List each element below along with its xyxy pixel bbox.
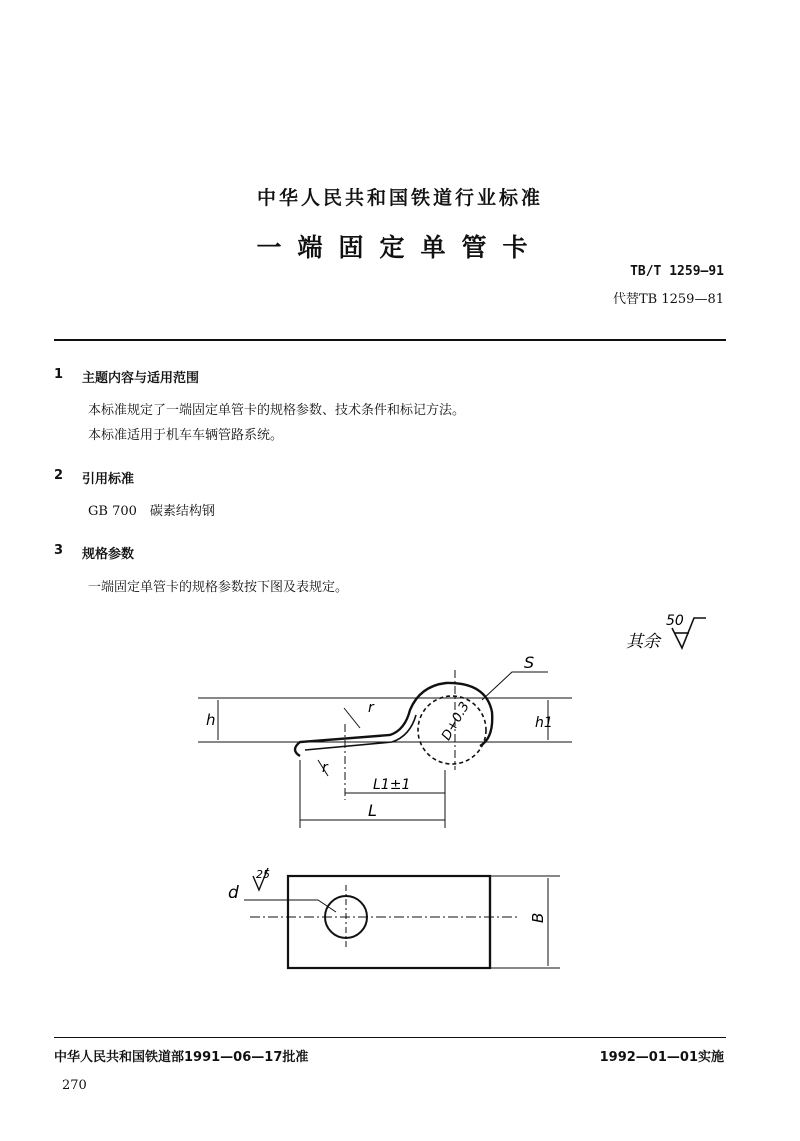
section-3-number: 3 xyxy=(54,543,64,558)
label-h1: h1 xyxy=(535,715,553,731)
clamp-drawing xyxy=(0,600,800,990)
document-title: 一端固定单管卡 xyxy=(256,233,544,262)
label-d: d xyxy=(228,883,239,903)
label-h: h xyxy=(206,711,216,729)
label-r-bottom: r xyxy=(322,760,328,776)
footer-rule xyxy=(54,1037,726,1038)
label-d-roughness: 25 xyxy=(256,868,270,881)
page-number: 270 xyxy=(62,1078,87,1093)
label-b: B xyxy=(529,912,547,923)
section-2-reference: GB 700 碳素结构钢 xyxy=(88,504,215,519)
approval-line: 中华人民共和国铁道部1991—06—17批准 xyxy=(54,1050,309,1065)
section-1-paragraph-2: 本标准适用于机车车辆管路系统。 xyxy=(88,428,284,443)
section-1-number: 1 xyxy=(54,367,64,382)
section-2-title: 引用标准 xyxy=(82,472,135,487)
section-3-paragraph: 一端固定单管卡的规格参数按下图及表规定。 xyxy=(88,580,349,595)
section-3-title: 规格参数 xyxy=(82,547,135,562)
standard-code: TB/T 1259—91 xyxy=(630,264,724,279)
header-rule xyxy=(54,339,726,341)
section-2-number: 2 xyxy=(54,468,64,483)
label-s: S xyxy=(524,653,535,672)
replaces-code: 代替TB 1259—81 xyxy=(613,292,724,307)
label-l1: L1±1 xyxy=(373,777,411,793)
label-d-diameter: D+0.3 xyxy=(439,699,473,744)
standard-org-title: 中华人民共和国铁道行业标准 xyxy=(256,187,543,209)
effective-date: 1992—01—01实施 xyxy=(599,1050,724,1065)
label-l: L xyxy=(368,801,377,820)
label-r-top: r xyxy=(368,700,374,716)
plate-outline xyxy=(288,876,490,968)
roughness-value: 50 xyxy=(666,613,684,629)
section-1-title: 主题内容与适用范围 xyxy=(82,371,200,386)
section-1-paragraph-1: 本标准规定了一端固定单管卡的规格参数、技术条件和标记方法。 xyxy=(88,403,466,418)
roughness-note: 其余 xyxy=(626,632,660,652)
